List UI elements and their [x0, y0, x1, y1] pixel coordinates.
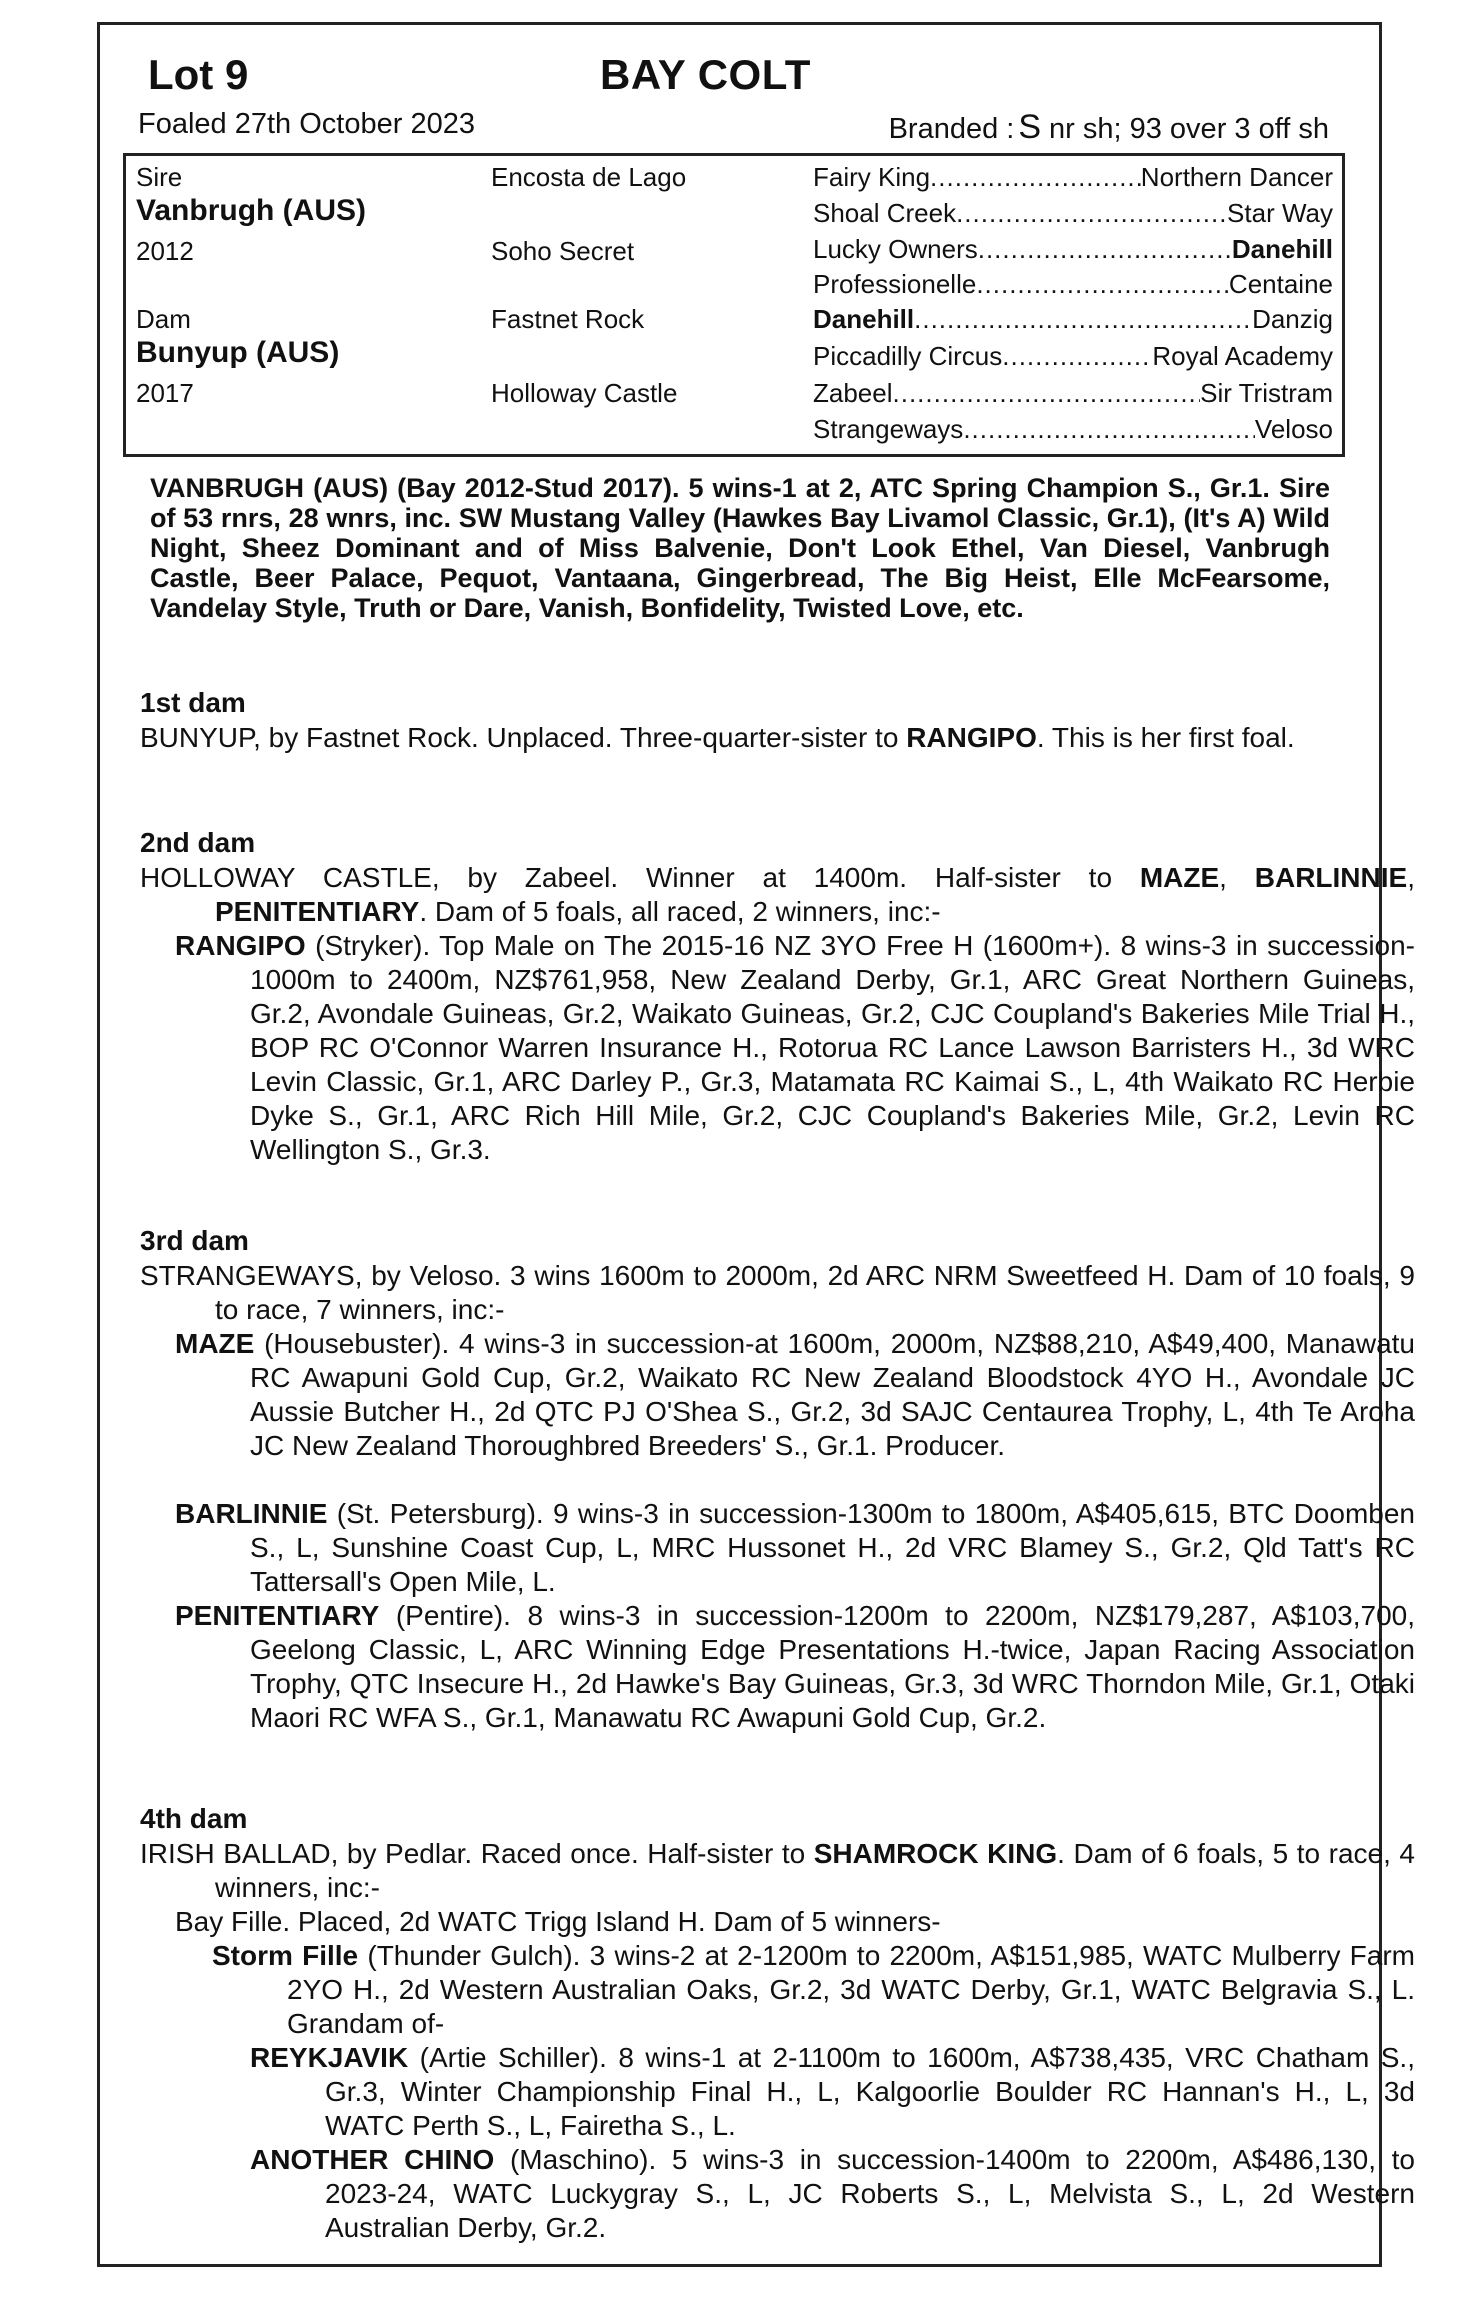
- sire-year: 2012: [136, 236, 194, 266]
- pedigree-row: Shoal Creek ..... Star Way: [813, 198, 1333, 229]
- lot-number: Lot 9: [148, 51, 249, 98]
- dam-name: Bunyup (AUS): [136, 336, 340, 369]
- third-dam-intro: STRANGEWAYS, by Veloso. 3 wins 1600m to 2000m, 2d ARC NRM Sweetfeed H. Dam of 10 foals, 9 to race, 7 winners, inc:-: [140, 1260, 1415, 1325]
- progeny-another-chino: ANOTHER CHINO (Maschino). 5 wins-3 in succession-1400m to 2200m, A$486,130, to 2023-24, WATC Luckygray S., L, JC Roberts S., L, Melvista S., L, 2d Western Australian Derby, Gr.2.: [250, 2144, 1415, 2243]
- dam-year: 2017: [136, 378, 194, 408]
- pedigree-damsire: Fastnet Rock: [491, 304, 645, 334]
- pedigree-damdam: Holloway Castle: [491, 378, 678, 408]
- pedigree-row: Professionelle ..... Centaine: [813, 269, 1333, 300]
- catalogue-page: [97, 22, 1416, 2267]
- fourth-dam-heading: 4th dam: [140, 1803, 248, 1834]
- brand-info: [889, 108, 1329, 147]
- progeny-bay-fille: Bay Fille. Placed, 2d WATC Trigg Island H. Dam of 5 winners-: [175, 1906, 941, 1937]
- sire-label: Sire: [136, 162, 183, 192]
- pedigree-granddam: Soho Secret: [491, 236, 635, 266]
- pedigree-row: Strangeways ..... Veloso: [813, 414, 1333, 445]
- horse-description: BAY COLT: [600, 51, 811, 98]
- progeny-maze: MAZE (Housebuster). 4 wins-3 in succession-at 1600m, 2000m, NZ$88,210, A$49,400, Manawatu RC Awapuni Gold Cup, Gr.2, Waikato RC New Zealand Bloodstock 4YO H., Avondale JC Aussie Butcher H., 2d QTC PJ O'Shea S., Gr.2, 3d SAJC Centaurea Trophy, L, 4th Te Aroha JC New Zealand Thoroughbred Breeders' S., Gr.1. Producer.: [175, 1328, 1415, 1461]
- first-dam-text: BUNYUP, by Fastnet Rock. Unplaced. Three-quarter-sister to RANGIPO. This is her first foal.: [140, 722, 1295, 753]
- branded-text: nr sh; 93 over 3 off sh: [1049, 113, 1329, 145]
- second-dam-intro: HOLLOWAY CASTLE, by Zabeel. Winner at 1400m. Half-sister to MAZE, BARLINNIE, PENITENTIARY. Dam of 5 foals, all raced, 2 winners, inc:-: [140, 862, 1415, 927]
- foaled-date: Foaled 27th October 2023: [138, 108, 475, 140]
- sire-summary: VANBRUGH (AUS) (Bay 2012-Stud 2017). 5 wins-1 at 2, ATC Spring Champion S., Gr.1. Sire of 53 rnrs, 28 wnrs, inc. SW Mustang Valley (Hawkes Bay Livamol Classic, Gr.1), (It's A) Wild Night, Sheez Dominant and of Miss Balvenie, Don't Look Ethel, Van Diesel, Vanbrugh Castle, Beer Palace, Pequot, Vantaana, Gingerbread, The Big Heist, Elle McFearsome, Vandelay Style, Truth or Dare, Vanish, Bonfidelity, Twisted Love, etc.: [150, 473, 1330, 623]
- pedigree-row: Lucky Owners ..... Danehill: [813, 234, 1333, 265]
- dam-label: Dam: [136, 304, 191, 334]
- branded-label: Branded :: [888, 113, 1015, 145]
- pedigree-row: Piccadilly Circus ..... Royal Academy: [813, 341, 1333, 372]
- progeny-storm-fille: Storm Fille (Thunder Gulch). 3 wins-2 at 2-1200m to 2200m, A$151,985, WATC Mulberry Farm 2YO H., 2d Western Australian Oaks, Gr.2, 3d WATC Derby, Gr.1, WATC Belgravia S., L. Grandam of-: [212, 1940, 1416, 2039]
- sire-name: Vanbrugh (AUS): [136, 194, 366, 227]
- progeny-rangipo: RANGIPO (Stryker). Top Male on The 2015-16 NZ 3YO Free H (1600m+). 8 wins-3 in succession-1000m to 2400m, NZ$761,958, New Zealand Derby, Gr.1, ARC Great Northern Guineas, Gr.2, Avondale Guineas, Gr.2, Waikato Guineas, Gr.2, CJC Coupland's Bakeries Mile Trial H., BOP RC O'Connor Warren Insurance H., Rotorua RC Lance Lawson Barristers H., 3d WRC Levin Classic, Gr.1, ARC Darley P., Gr.3, Matamata RC Kaimai S., L, 4th Waikato RC Herbie Dyke S., Gr.1, ARC Rich Hill Mile, Gr.2, CJC Coupland's Bakeries Mile, Gr.2, Levin RC Wellington S., Gr.3.: [175, 930, 1416, 1165]
- second-dam-heading: 2nd dam: [140, 827, 256, 858]
- pedigree-table: [123, 153, 1345, 457]
- pedigree-row: Zabeel ..... Sir Tristram: [813, 378, 1333, 409]
- progeny-barlinnie: BARLINNIE (St. Petersburg). 9 wins-3 in succession-1300m to 1800m, A$405,615, BTC Doomben S., L, Sunshine Coast Cup, L, MRC Hussonet H., 2d VRC Blamey S., Gr.2, Qld Tatt's RC Tattersall's Open Mile, L.: [175, 1498, 1415, 1597]
- progeny-reykjavik: REYKJAVIK (Artie Schiller). 8 wins-1 at 2-1100m to 1600m, A$738,435, VRC Chatham S., Gr.3, Winter Championship Final H., L, Kalgoorlie Boulder RC Hannan's H., L, 3d WATC Perth S., L, Fairetha S., L.: [250, 2042, 1415, 2141]
- pedigree-grandsire: Encosta de Lago: [491, 162, 687, 192]
- brand-mark: S: [1018, 108, 1042, 146]
- first-dam-heading: 1st dam: [140, 687, 246, 718]
- fourth-dam-intro: IRISH BALLAD, by Pedlar. Raced once. Half-sister to SHAMROCK KING. Dam of 6 foals, 5 to race, 4 winners, inc:-: [140, 1838, 1415, 1903]
- pedigree-row: Danehill ..... Danzig: [813, 304, 1333, 335]
- progeny-penitentiary: PENITENTIARY (Pentire). 8 wins-3 in succession-1200m to 2200m, NZ$179,287, A$103,700, Geelong Classic, L, ARC Winning Edge Presentations H.-twice, Japan Racing Association Trophy, QTC Insecure H., 2d Hawke's Bay Guineas, Gr.3, 3d WRC Thorndon Mile, Gr.1, Otaki Maori RC WFA S., Gr.1, Manawatu RC Awapuni Gold Cup, Gr.2.: [175, 1600, 1415, 1733]
- pedigree-row: Fairy King ..... Northern Dancer: [813, 162, 1333, 193]
- third-dam-heading: 3rd dam: [140, 1225, 249, 1256]
